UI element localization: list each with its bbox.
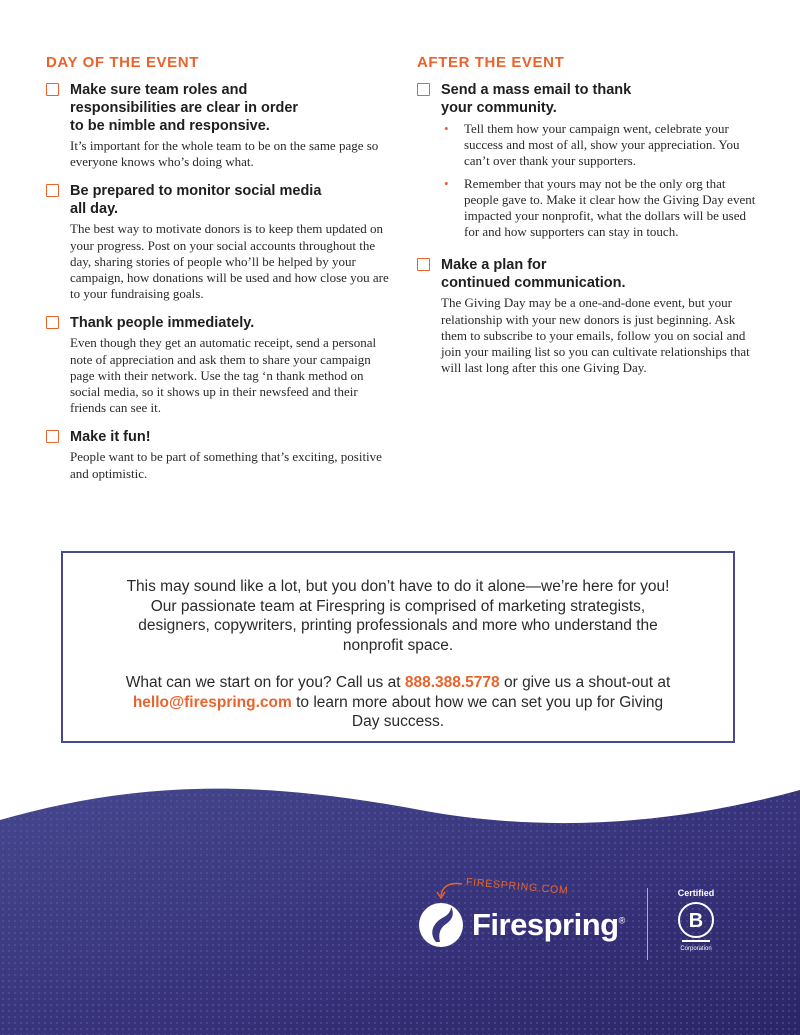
callout-contact-paragraph: What can we start on for you? Call us at 888.388.5778 or give us a shout-out at hello@firespring.com to learn more about how we can set you up for Giving Day success.: [125, 674, 671, 730]
checklist-item: [417, 256, 757, 376]
bullet-item: • Tell them how your campaign went, celebrate your success and most of all, show your appreciation. You can’t over thank your supporters.: [444, 121, 740, 169]
b-corp-badge: Certified B Corporation: [677, 888, 715, 952]
day-of-event-column: [46, 54, 391, 494]
email-link[interactable]: hello@firespring.com: [132, 693, 292, 711]
after-event-heading: AFTER THE EVENT: [417, 54, 565, 71]
item-title: Make a plan for continued communication.: [441, 257, 626, 292]
item-body: Even though they get an automatic receipt, send a personal note of appreciation and ask them to share your campaign page with their network. Use the tag ‘n thank method on social media, so it shows up in their newsfeed and their friends can see it.: [70, 335, 377, 416]
item-title: Send a mass email to thank your community.: [441, 82, 632, 116]
bullet-list: [417, 121, 757, 240]
curved-arrow-icon: [436, 880, 466, 902]
item-body: It’s important for the whole team to be on the same page so everyone knows who’s doing what.: [70, 138, 379, 170]
logo-divider: [647, 888, 648, 960]
checklist-item: [46, 314, 391, 416]
checklist-item: [46, 81, 391, 170]
item-body: The best way to motivate donors is to keep them updated on your progress. Post on your social accounts throughout the day, sharing stories of people who’ll be helped by your campaign, how donations will be used and how close you are to your fundraising goals.: [70, 221, 389, 302]
bullet-icon: •: [444, 175, 449, 191]
day-of-event-heading: DAY OF THE EVENT: [46, 54, 199, 71]
website-link[interactable]: FIRESPRING.COM: [465, 876, 569, 897]
bullet-icon: •: [444, 121, 449, 136]
item-title: Be prepared to monitor social media all day.: [70, 183, 322, 218]
checklist-item: [46, 182, 391, 302]
item-title: Make it fun!: [70, 429, 151, 446]
firespring-brand-name: Firespring®: [472, 907, 625, 942]
checkbox-icon: [46, 316, 59, 329]
after-event-column: [417, 54, 757, 388]
svg-text:B: B: [688, 910, 704, 932]
checkbox-icon: [46, 184, 59, 197]
checkbox-icon: [417, 83, 430, 96]
phone-link[interactable]: 888.388.5778: [404, 674, 500, 691]
item-title: Thank people immediately.: [70, 315, 255, 332]
checklist-item: [46, 428, 391, 481]
firespring-logo-icon: [418, 902, 464, 948]
contact-callout-box: [61, 551, 735, 743]
checklist-item: [417, 81, 757, 240]
bullet-item: • Remember that yours may not be the only org that people gave to. Make it clear how the Giving Day event impacted your nonprofit, what the dollars will be used for and how supporters can stay in touch.: [444, 175, 756, 240]
callout-paragraph: This may sound like a lot, but you don’t have to do it alone—we’re here for you! Our passionate team at Firespring is comprised of marketing strategists, designers, copywriters, printing professionals and more who understand the nonprofit space.: [126, 578, 670, 654]
checkbox-icon: [46, 83, 59, 96]
b-corp-icon: [676, 900, 716, 944]
item-body: The Giving Day may be a one-and-done event, but your relationship with your new donors is just beginning. Ask them to subscribe to your emails, follow you on social and join your mailing list so you can cultivate relationships that will last long after this one Giving Day.: [441, 295, 750, 376]
item-body: People want to be part of something that’s exciting, positive and optimistic.: [70, 449, 382, 481]
checkbox-icon: [46, 430, 59, 443]
footer-logo-area: [418, 876, 738, 970]
checkbox-icon: [417, 258, 430, 271]
item-title: Make sure team roles and responsibilities are clear in order to be nimble and responsive.: [70, 82, 299, 134]
